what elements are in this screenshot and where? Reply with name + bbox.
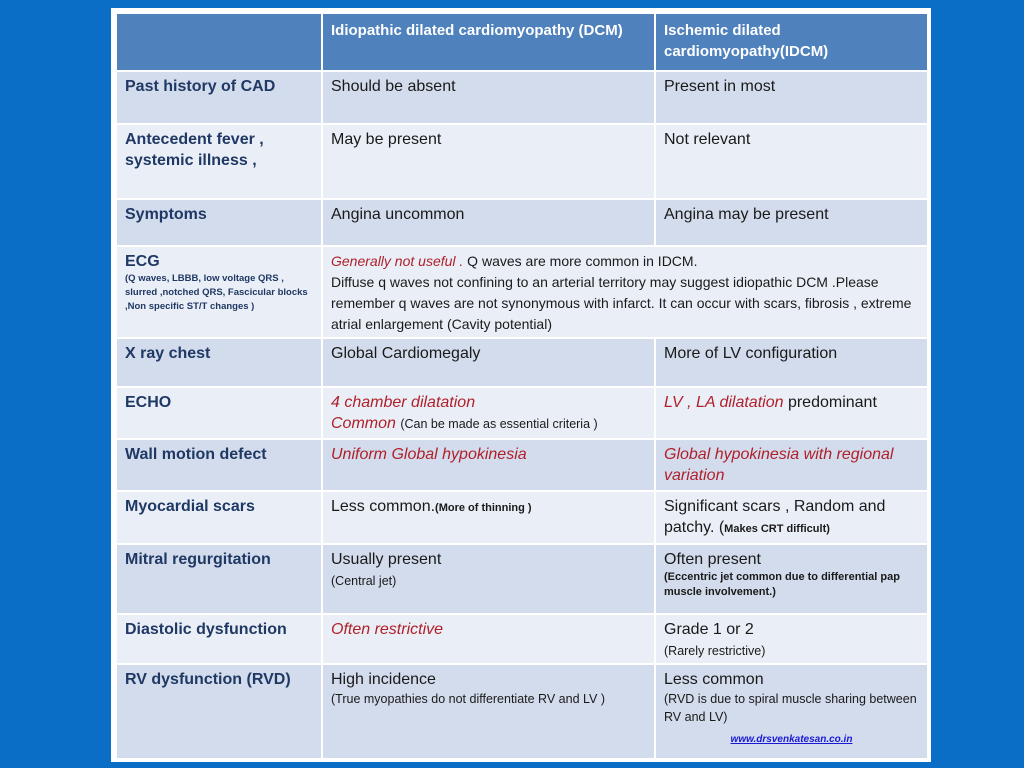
idcm-cell [655, 664, 928, 759]
idcm-small: Makes CRT difficult) [724, 523, 830, 535]
idcm-text: Grade 1 or 2 [664, 621, 754, 638]
idcm-small: (Rarely restrictive) [664, 644, 766, 658]
row-label: ECHO [116, 387, 322, 439]
header-dcm: Idiopathic dilated cardiomyopathy (DCM) [322, 13, 655, 71]
header-blank-cell [116, 13, 322, 71]
idcm-cell: Angina may be present [655, 199, 928, 246]
idcm-cell [655, 387, 928, 439]
ecg-note-text2: Diffuse q waves not confining to an arterial territory may suggest idiopathic DCM .Please remember q waves are not synonymous with infarct. It can occur with scars, fibrosis , extreme atrial enlargement (Cavity potential) [331, 274, 912, 332]
idcm-cell [655, 614, 928, 664]
dcm-small: (More of thinning ) [435, 502, 532, 514]
idcm-small: (Eccentric jet common due to differential pap muscle involvement.) [664, 571, 900, 598]
ecg-merged-cell [322, 246, 928, 338]
comparison-table [115, 12, 929, 760]
row-label: Symptoms [116, 199, 322, 246]
idcm-red: Global hypokinesia with regional variation [664, 446, 894, 484]
table-row [116, 387, 928, 439]
idcm-small: (RVD is due to spiral muscle sharing between RV and LV) [664, 692, 917, 724]
table-row [116, 199, 928, 246]
table-row [116, 338, 928, 387]
dcm-cell: Should be absent [322, 71, 655, 124]
idcm-cell: Present in most [655, 71, 928, 124]
idcm-text: Often present [664, 551, 761, 568]
ecg-sublabel: (Q waves, LBBB, low voltage QRS , slurred ,notched QRS, Fascicular blocks ,Non specific ST/T changes ) [125, 273, 308, 312]
dcm-small: (True myopathies do not differentiate RV and LV ) [331, 692, 605, 706]
table-header-row [116, 13, 928, 71]
dcm-cell [322, 387, 655, 439]
table-row [116, 439, 928, 491]
table-row [116, 664, 928, 759]
dcm-small: (Can be made as essential criteria ) [400, 417, 598, 431]
ecg-note-red: Generally not useful . [331, 253, 464, 269]
idcm-cell: More of LV configuration [655, 338, 928, 387]
table-row [116, 246, 928, 338]
row-label-ecg [116, 246, 322, 338]
row-label: Diastolic dysfunction [116, 614, 322, 664]
slide [111, 8, 931, 762]
table-row [116, 614, 928, 664]
dcm-cell [322, 544, 655, 614]
dcm-text: Usually present [331, 551, 442, 568]
idcm-cell: Not relevant [655, 124, 928, 199]
dcm-cell [322, 664, 655, 759]
dcm-cell [322, 614, 655, 664]
row-label: Myocardial scars [116, 491, 322, 544]
dcm-red-1: 4 chamber dilatation [331, 394, 476, 411]
row-label: X ray chest [116, 338, 322, 387]
row-label: Past history of CAD [116, 71, 322, 124]
row-label: Mitral regurgitation [116, 544, 322, 614]
ecg-note-text1: Q waves are more common in IDCM. [463, 253, 698, 269]
idcm-cell [655, 491, 928, 544]
dcm-small: (Central jet) [331, 574, 397, 588]
table-row [116, 124, 928, 199]
row-label: Wall motion defect [116, 439, 322, 491]
table-row [116, 544, 928, 614]
dcm-text: High incidence [331, 671, 436, 688]
idcm-cell [655, 439, 928, 491]
dcm-cell: Angina uncommon [322, 199, 655, 246]
idcm-text: predominant [783, 394, 877, 411]
dcm-text: Less common. [331, 498, 436, 515]
idcm-text: Less common [664, 671, 764, 688]
idcm-cell [655, 544, 928, 614]
dcm-cell [322, 491, 655, 544]
ecg-label: ECG [125, 253, 160, 270]
website-link[interactable]: www.drsvenkatesan.co.in [730, 734, 853, 745]
table-row [116, 491, 928, 544]
idcm-red: LV , LA dilatation [664, 394, 784, 411]
table-row [116, 71, 928, 124]
dcm-red: Uniform Global hypokinesia [331, 446, 527, 463]
row-label: Antecedent fever , systemic illness , [116, 124, 322, 199]
dcm-red-2: Common [331, 415, 396, 432]
dcm-cell: May be present [322, 124, 655, 199]
dcm-cell: Global Cardiomegaly [322, 338, 655, 387]
row-label: RV dysfunction (RVD) [116, 664, 322, 759]
header-idcm: Ischemic dilated cardiomyopathy(IDCM) [655, 13, 928, 71]
dcm-red: Often restrictive [331, 621, 444, 638]
dcm-cell [322, 439, 655, 491]
idcm-text: Significant scars , Random and patchy. ( [664, 498, 886, 536]
